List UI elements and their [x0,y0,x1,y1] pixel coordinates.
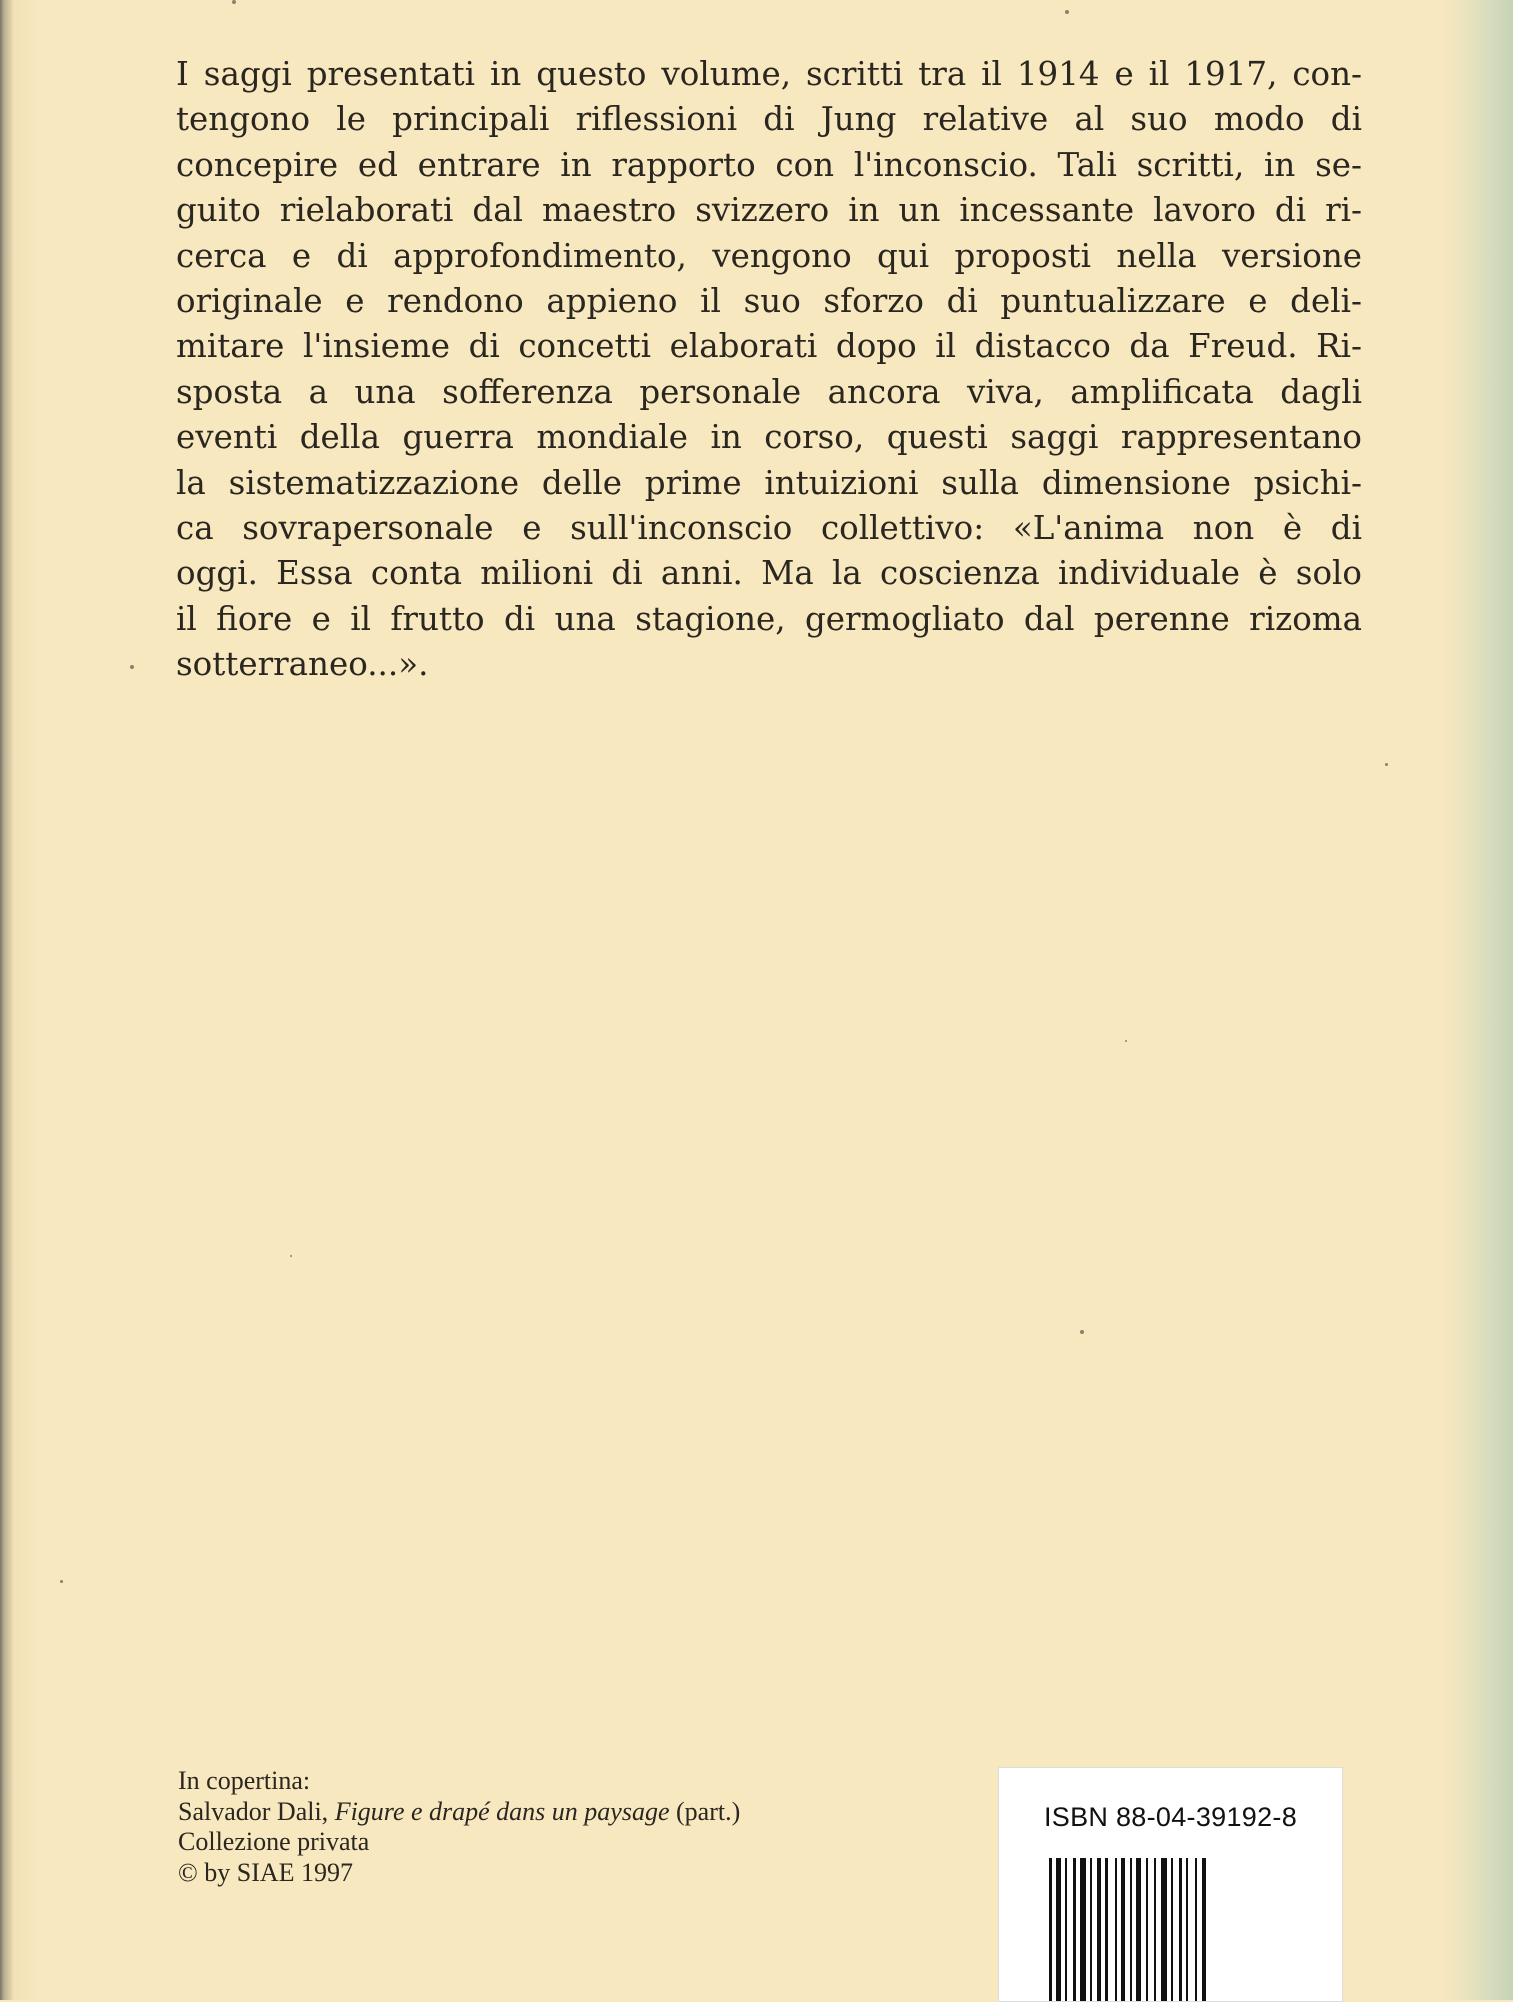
credits-artist: Salvador Dali, [178,1796,329,1826]
credits-part: (part.) [676,1796,741,1826]
credits-heading: In copertina: [178,1766,311,1795]
blurb-line: oggi. Essa conta milioni di anni. Ma la coscienza individuale è solo [176,554,1362,593]
cover-credits [178,1766,740,1888]
barcode-icon [1049,1858,1339,2001]
blurb-line: sotterraneo...». [176,645,429,684]
blurb-line: cerca e di approfondimento, vengono qui proposti nella versione [176,236,1362,275]
credits-work-title: Figure e drapé dans un paysage [334,1796,670,1826]
blurb-text [176,52,1362,688]
isbn-label [998,1767,1343,2002]
blurb-line: il fiore e il frutto di una stagione, germogliato dal perenne rizoma [176,599,1362,638]
blurb-line: tengono le principali riflessioni di Jung relative al suo modo di [176,100,1362,139]
blurb-line: mitare l'insieme di concetti elaborati dopo il distacco da Freud. Ri- [176,327,1362,366]
blurb-line: la sistematizzazione delle prime intuizioni sulla dimensione psichi- [176,463,1362,502]
blurb-line: sposta a una sofferenza personale ancora viva, amplificata dagli [176,372,1362,411]
credits-copyright: © by SIAE 1997 [178,1857,354,1887]
blurb-line: concepire ed entrare in rapporto con l'inconscio. Tali scritti, in se- [176,145,1362,184]
blurb-line: originale e rendono appieno il suo sforzo di puntualizzare e deli- [176,282,1362,321]
blurb-line: guito rielaborati dal maestro svizzero in un incessante lavoro di ri- [176,191,1362,230]
credits-artwork [178,1797,740,1828]
blurb-line: I saggi presentati in questo volume, scritti tra il 1914 e il 1917, con- [176,55,1362,93]
isbn-number: ISBN 88-04-39192-8 [1043,1802,1298,1832]
blurb-line: ca sovrapersonale e sull'inconscio collettivo: «L'anima non è di [176,509,1362,548]
blurb-line: eventi della guerra mondiale in corso, questi saggi rappresentano [176,418,1362,457]
credits-collection: Collezione privata [178,1827,370,1856]
